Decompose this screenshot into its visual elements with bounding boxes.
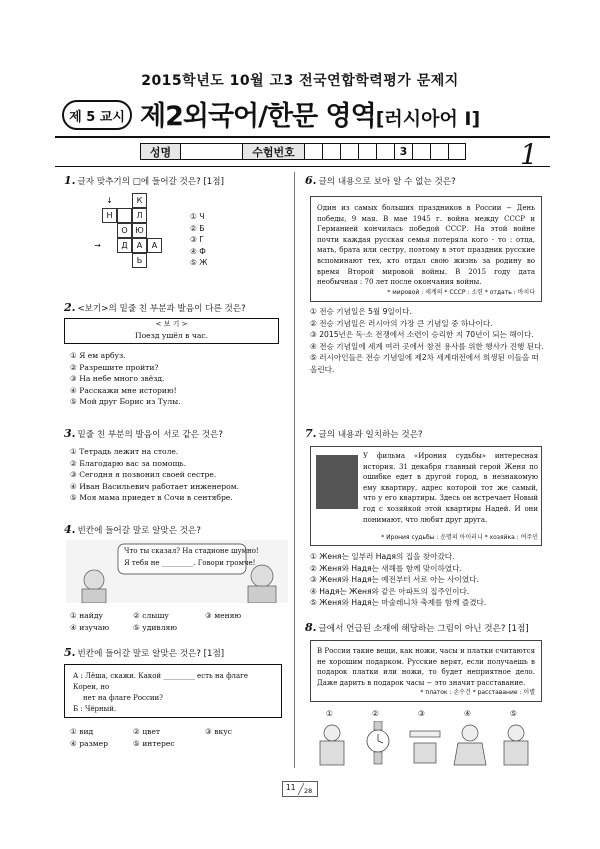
option[interactable]: ② 전승 기념일은 러시아의 가장 큰 기념일 중 하나이다.: [310, 318, 493, 328]
dialogue-line: нет на флаге России?: [83, 694, 163, 702]
subject-sub: [러시아어 Ⅰ]: [375, 108, 481, 130]
option[interactable]: ⑤ интерес: [133, 738, 175, 748]
exam-no-box[interactable]: [430, 143, 448, 160]
crossword-cell: Ь: [132, 253, 147, 268]
q5-options: [70, 726, 275, 749]
exam-no-box[interactable]: [322, 143, 340, 160]
option[interactable]: ① 전승 기념일은 5월 9일이다.: [310, 307, 412, 316]
box-title: < 보 기 >: [155, 320, 188, 328]
header-divider: [55, 136, 550, 138]
option[interactable]: ③ Г: [190, 235, 204, 245]
option[interactable]: ⑤ 러시아인들은 전승 기념일에 제2차 세계대전에서 희생된 이들을 떠올린다.: [310, 353, 540, 374]
q6-stem: 6. 글의 내용으로 보아 알 수 없는 것은?: [305, 174, 456, 187]
exam-no-label: 수험번호: [242, 143, 304, 160]
option[interactable]: ⑤ Женя와 Надя는 마술레니차 축제를 함께 즐겼다.: [310, 598, 487, 608]
watch-picture: [367, 721, 389, 764]
crossword-cell: Н: [102, 208, 117, 223]
option[interactable]: ④ 전승 기념일에 세계 여러 곳에서 참전 용사를 위한 행사가 진행 된다.: [310, 341, 544, 351]
q7-options: [310, 551, 486, 609]
item-pictures: [310, 721, 542, 767]
option[interactable]: ① Женя는 일부러 Надя의 집을 찾아갔다.: [310, 552, 455, 561]
exam-no-box[interactable]: [340, 143, 358, 160]
subject-title: [140, 94, 480, 133]
exam-no-box[interactable]: [376, 143, 394, 160]
arrow-right-icon: →: [94, 241, 101, 250]
name-field[interactable]: [180, 143, 242, 160]
option[interactable]: ② Б: [190, 223, 205, 233]
pic-label[interactable]: ③: [418, 709, 425, 718]
q8-passage-box: [310, 640, 542, 702]
crossword-cell: А: [132, 238, 147, 253]
header-bottom-line: [55, 166, 550, 167]
pic-label[interactable]: ①: [326, 709, 333, 718]
total-pages: 28: [304, 787, 313, 795]
option[interactable]: ④ Расскажи мне историю!: [70, 385, 177, 395]
option[interactable]: ② цвет: [133, 727, 161, 736]
crossword-cell: Л: [132, 208, 147, 223]
q8-stem: 8. 글에서 언급된 소재에 해당하는 그림이 아닌 것은? [1점]: [305, 621, 529, 634]
handkerchief-picture: [454, 725, 486, 765]
q3-stem: 3. 밑줄 친 부분의 발음이 서로 같은 것은?: [64, 427, 223, 440]
option[interactable]: ① вид: [70, 727, 94, 736]
option[interactable]: ⑤ Ж: [190, 258, 208, 268]
knife-picture: [410, 731, 440, 763]
option[interactable]: ③ На небе много звёзд.: [70, 374, 165, 384]
speech-bubble-1: Что ты сказал? На стадионе шумно!: [124, 547, 259, 555]
glossary: * платок : 손수건 * расставание : 이별: [420, 689, 535, 697]
page-number: 1: [520, 138, 538, 171]
option[interactable]: ④ размер: [70, 738, 109, 748]
option[interactable]: ④ Ф: [190, 246, 206, 256]
q2-example-box: [64, 318, 279, 344]
subject-main: 제2외국어/한문 영역: [140, 101, 376, 132]
option[interactable]: ① Я ем арбуз.: [70, 351, 126, 360]
option[interactable]: ④ Надя는 Женя와 같은 아파트의 집주인이다.: [310, 586, 470, 596]
option[interactable]: ③ 2015년은 독·소 전쟁에서 소련이 승리한 지 70년이 되는 해이다.: [310, 330, 534, 340]
column-divider: [294, 172, 295, 768]
option[interactable]: ② Женя와 Надя는 새해를 함께 맞이하였다.: [310, 563, 462, 573]
option[interactable]: ② слышу: [133, 611, 169, 620]
crossword-cell: Ю: [132, 223, 147, 238]
exam-no-box[interactable]: [304, 143, 322, 160]
period-badge: 제 5 교시: [62, 100, 132, 130]
dialogue-line: Б : Чёрный.: [73, 705, 117, 713]
q7-stem: 7. 글의 내용과 일치하는 것은?: [305, 427, 423, 440]
pic-label[interactable]: ⑤: [510, 709, 517, 718]
q4-illustration: [66, 540, 288, 603]
box-text: Поезд ушёл в час.: [134, 331, 209, 340]
option[interactable]: ③ вкус: [205, 727, 232, 736]
name-bar: [140, 143, 466, 160]
crossword-cell: О: [117, 223, 132, 238]
arrow-down-icon: ↓: [106, 196, 113, 205]
passage-text: Один из самых больших праздников в России − День победы, 9 мая. В мае 1945 г. война между СССР и Германией кончилась победой СССР. На этой войне почти каждая русская семья потеряла кого - то : отца, мать, брата или сестру, поэтому в этот праздник русские вспоминают тех, кто отдал свою жизнь за родину во время Второй мировой войны. В 2015 году дата необычная : 70 лет после окончания войны.: [317, 204, 535, 287]
person-with-phone-picture: [320, 725, 344, 765]
passage-text: В России такие вещи, как ножи, часы и платки считаются не хорошим подарком. Русские верят, если получаешь в подарок платки или ножи, то будет неприятное дело. Даже дарить в подарок часы − это значит расставание.: [317, 647, 535, 687]
crossword-cell: Д: [117, 238, 132, 253]
option[interactable]: ① найду: [70, 611, 104, 620]
pic-label[interactable]: ④: [464, 709, 471, 718]
crossword-cell: А: [147, 238, 162, 253]
movie-poster-image: [316, 455, 358, 509]
dialogue-line: А : Лёша, скажи. Какой _________ есть на флаге Кореи, но: [73, 672, 248, 691]
glossary: * Ирония судьбы : 운명의 아이러니 * хозяйка : 여주인: [381, 534, 538, 541]
option[interactable]: ⑤ Моя мама приедет в Сочи в сентябре.: [70, 493, 233, 503]
exam-no-box[interactable]: [358, 143, 376, 160]
q6-options: [310, 306, 544, 376]
name-label: 성명: [140, 143, 180, 160]
option[interactable]: ③ Сегодня я позвонил своей сестре.: [70, 470, 217, 480]
page-counter: [282, 781, 318, 797]
q5-stem: 5. 빈칸에 들어갈 말로 알맞은 것은? [1점]: [64, 646, 225, 659]
exam-title: 2015학년도 10월 고3 전국연합학력평가 문제지: [141, 73, 459, 89]
option[interactable]: ⑤ Мой друг Борис из Тулы.: [70, 397, 181, 407]
option[interactable]: ④ Иван Васильевич работает инженером.: [70, 481, 240, 491]
pic-label[interactable]: ②: [372, 709, 379, 718]
q2-options: [70, 350, 181, 408]
option[interactable]: ① Тетрадь лежит на столе.: [70, 447, 179, 456]
q8-pictures: [310, 708, 542, 768]
option[interactable]: ② Разрешите пройти?: [70, 362, 159, 372]
option[interactable]: ③ Женя와 Надя는 예전부터 서로 아는 사이였다.: [310, 575, 479, 585]
exam-no-digit: 3: [394, 143, 412, 160]
q5-dialogue-box: [64, 664, 282, 718]
q1-stem: 1. 글자 맞추기의 □에 들어갈 것은? [1점]: [64, 174, 224, 187]
speech-bubble-2: Я тебя не _________. Говори громче!: [124, 559, 256, 567]
person-picture: [504, 725, 528, 765]
glossary: * мировой : 세계의 * СССР : 소련 * отдать : 바치다: [387, 288, 535, 296]
q6-passage-box: [310, 196, 542, 302]
option[interactable]: ④ изучаю: [70, 622, 110, 632]
q7-passage-box: [310, 446, 542, 546]
option[interactable]: ⑤ удивляю: [133, 622, 177, 632]
current-page: 11: [286, 783, 296, 792]
option[interactable]: ① Ч: [190, 212, 205, 221]
option[interactable]: ② Благодарю вас за помощь.: [70, 458, 187, 468]
option[interactable]: ③ меняю: [205, 611, 242, 620]
q2-stem: 2. <보기>의 밑줄 친 부분과 발음이 다른 것은?: [64, 301, 246, 314]
passage-text: У фильма «Ирония судьбы» интересная история. 31 декабря главный герой Женя по ошибке едет в другой город, в незнакомую ему квартиру, адрес которой тот же самый, что у его квартиры. Здесь он встречает Новый год с хозяйкой этой квартиры Надей. И они понимают, что любят друг друга.: [363, 452, 538, 524]
exam-no-box[interactable]: [448, 143, 466, 160]
q3-options: [70, 446, 239, 504]
q4-stem: 4. 빈칸에 들어갈 말로 알맞은 것은?: [64, 523, 201, 536]
q1-crossword: [90, 193, 200, 293]
crossword-blank-cell: [117, 208, 132, 223]
crossword-cell: К: [132, 193, 147, 208]
q1-options: [190, 211, 207, 269]
q4-options: [70, 610, 275, 633]
exam-no-box[interactable]: [412, 143, 430, 160]
